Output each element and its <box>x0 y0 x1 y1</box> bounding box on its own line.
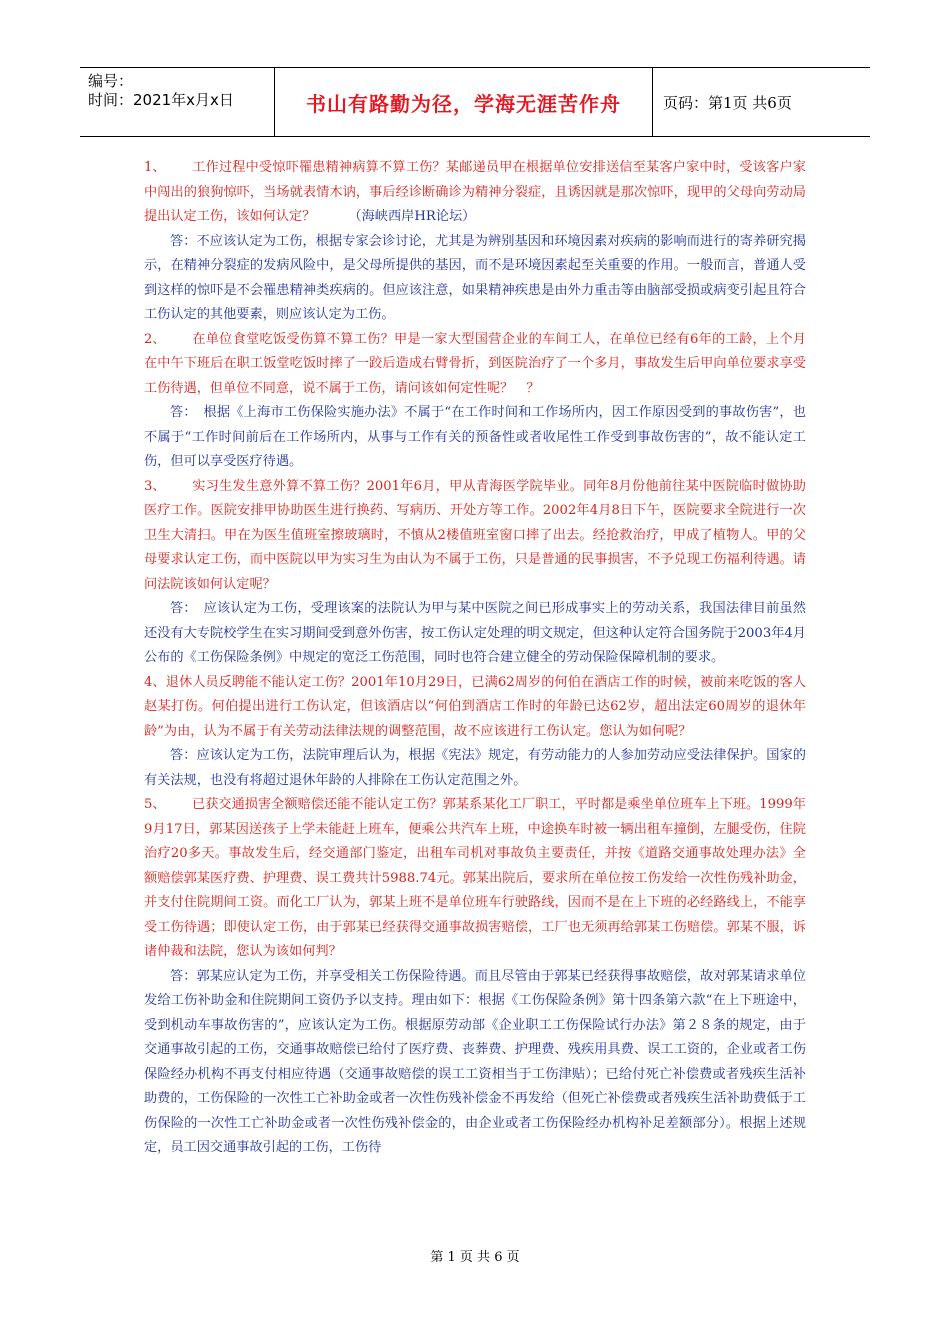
question-paragraph <box>144 156 806 230</box>
header-page-number: 页码：第1页 共6页 <box>663 93 792 112</box>
answer-paragraph: 答：不应该认定为工伤，根据专家会诊讨论，尤其是为辨别基因和环境因素对疾病的影响而进行的寄养研究揭示，在精神分裂症的发病风险中，是父母所提供的基因，而不是环境因素起至关重要的作用。一般而言，普通人受到这样的惊吓是不会罹患精神类疾病的。但应该注意，如果精神疾患是由外力重击等由脑部受损或病变引起且符合工伤认定的其他要素，则应该认定为工伤。 <box>144 233 806 322</box>
question-number: 1、 <box>144 160 166 175</box>
question-paragraph <box>144 328 806 402</box>
question-paragraph <box>144 475 806 598</box>
question-text: 退休人员反聘能不能认定工伤？2001年10月29日，已满62周岁的何伯在酒店工作的时候，被前来吃饭的客人赵某打伤。何伯提出进行工伤认定，但该酒店以“何伯到酒店工作时的年龄已达62岁，超出法定60周岁的退休年龄”为由，认为不属于有关劳动法律法规的调整范围，故不应该进行工伤认定。您认为如何呢？ <box>144 674 807 739</box>
answer-paragraph: 答： 根据《上海市工伤保险实施办法》不属于“在工作时间和工作场所内，因工作原因受到的事故伤害”，也不属于“工作时间前后在工作场所内，从事与工作有关的预备性或者收尾性工作受到事故伤害的”，故不能认定工伤，但可以享受医疗待遇。 <box>144 405 806 469</box>
document-date-label: 时间：2021年x月x日 <box>88 91 234 109</box>
answer-paragraph: 答： 应该认定为工伤，受理该案的法院认为甲与某中医院之间已形成事实上的劳动关系，我国法律目前虽然还没有大专院校学生在实习期间受到意外伤害，按工伤认定处理的明文规定，但这种认定符合国务院于2003年4月公布的《工伤保险条例》中规定的宽泛工伤范围，同时也符合建立健全的劳动保险保障机制的要求。 <box>144 601 806 665</box>
page-footer: 第 1 页 共 6 页 <box>430 1250 520 1265</box>
document-number-label: 编号： <box>88 72 134 90</box>
answer-paragraph: 答：应该认定为工伤，法院审理后认为，根据《宪法》规定，有劳动能力的人参加劳动应受法律保护。国家的有关法规，也没有将超过退休年龄的人排除在工伤认定范围之外。 <box>144 748 806 788</box>
question-text: 在单位食堂吃饭受伤算不算工伤？甲是一家大型国营企业的车间工人，在单位已经有6年的工龄，上个月在中午下班后在职工饭堂吃饭时摔了一跤后造成右臂骨折，到医院治疗了一个多月，事故发生后甲向单位要求享受工伤待遇，但单位不同意，说不属于工伤，请问该如何定性呢？ ？ <box>144 331 806 396</box>
question-text: 已获交通损害全额赔偿还能不能认定工伤？郭某系某化工厂职工，平时都是乘坐单位班车上下班。1999年9月17日，郭某因送孩子上学未能赶上班车，便乘公共汽车上班，中途换车时被一辆出租车撞倒，左腿受伤，住院治疗20多天。事故发生后，经交通部门鉴定，出租车司机对事故负主要责任，并按《道路交通事故处理办法》全额赔偿郭某医疗费、护理费、误工费共计5988.74元。郭某出院后，要求所在单位按工伤发给一次性伤残补助金，并支付住院期间工资。而化工厂认为，郭某上班不是单位班车行驶路线，因而不是在上下班的必经路线上，不能享受工伤待遇；即使认定工伤，由于郭某已经获得交通事故损害赔偿，工厂也无须再给郭某工伤赔偿。郭某不服，诉诸仲裁和法院，您认为该如何判？ <box>144 797 806 959</box>
question-number: 5、 <box>144 797 166 812</box>
question-paragraph <box>144 671 806 745</box>
question-paragraph <box>144 793 806 965</box>
question-number: 2、 <box>144 331 166 347</box>
document-body <box>144 156 806 1161</box>
question-number: 3、 <box>144 478 166 494</box>
header-meta <box>80 68 275 136</box>
question-text: 实习生发生意外算不算工伤？2001年6月，甲从青海医学院毕业。同年8月份他前往某中医院临时做协助医疗工作。医院安排甲协助医生进行换药、写病历、开处方等工作。2002年4月8日下午，医院要求全院进行一次卫生大清扫。甲在为医生值班室擦玻璃时，不慎从2楼值班室窗口摔了出去。经抢救治疗，甲成了植物人。甲的父母要求认定工伤，而中医院以甲为实习生为由认为不属于工伤，只是普通的民事损害，不予兑现工伤福利待遇。请问法院该如何认定呢？ <box>144 478 806 592</box>
header-motto: 书山有路勤为径，学海无涯苦作舟 <box>275 68 653 136</box>
answer-paragraph: 答：郭某应认定为工伤，并享受相关工伤保险待遇。而且尽管由于郭某已经获得事故赔偿，故对郭某请求单位发给工伤补助金和住院期间工资仍予以支持。理由如下：根据《工伤保险条例》第十四条第六款“在上下班途中，受到机动车事故伤害的”，应该认定为工伤。根据原劳动部《企业职工工伤保险试行办法》第２８条的规定，由于交通事故引起的工伤，交通事故赔偿已给付了医疗费、丧葬费、护理费、残疾用具费、误工工资的，企业或者工伤保险经办机构不再支付相应待遇（交通事故赔偿的误工工资相当于工伤津贴）；已给付死亡补偿费或者残疾生活补助费的，工伤保险的一次性工亡补助金或者一次性伤残补偿金不再发给（但死亡补偿费或者残疾生活补助费低于工伤保险的一次性工亡补助金或者一次性伤残补偿金的，由企业或者工伤保险经办机构补足差额部分）。根据上述规定，员工因交通事故引起的工伤，工伤待 <box>144 968 806 1155</box>
question-text: 工作过程中受惊吓罹患精神病算不算工伤？某邮递员甲在根据单位安排送信至某客户家中时，受该客户家中闯出的狼狗惊吓，当场就表情木讷，事后经诊断确诊为精神分裂症，且诱因就是那次惊吓，现甲的父母向劳动局提出认定工伤，该如何认定？ <box>144 160 806 224</box>
question-source: （海峡西岸HR论坛） <box>355 209 476 224</box>
question-number: 4、 <box>144 674 166 690</box>
page-header <box>80 67 870 137</box>
